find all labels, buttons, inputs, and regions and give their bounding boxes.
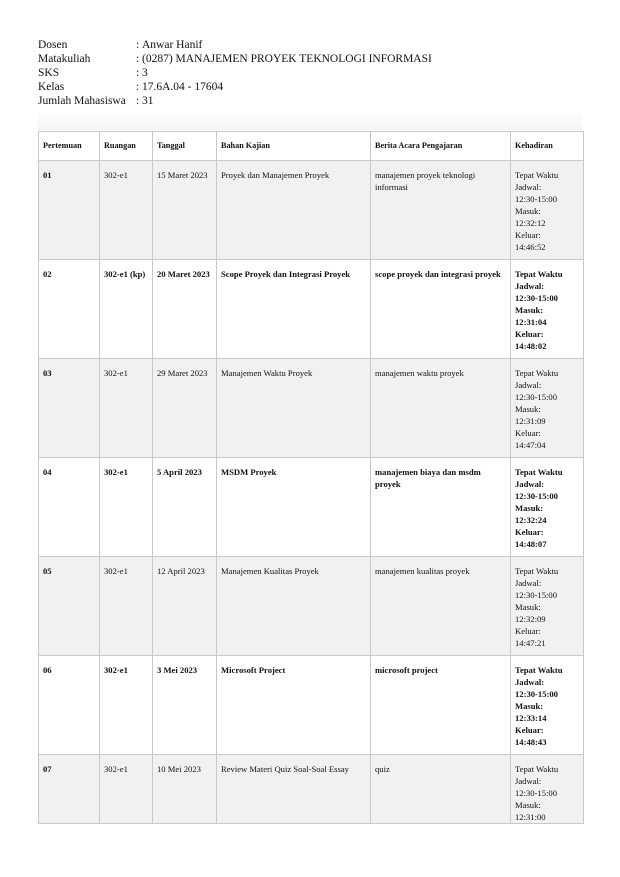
cell-kehadiran bbox=[511, 359, 584, 458]
cell-bahan-kajian: MSDM Proyek bbox=[217, 458, 371, 557]
header-divider bbox=[38, 112, 582, 130]
cell-kehadiran bbox=[511, 656, 584, 755]
cell-bahan-kajian: Scope Proyek dan Integrasi Proyek bbox=[217, 260, 371, 359]
cell-tanggal: 20 Maret 2023 bbox=[153, 260, 217, 359]
info-row-dosen: Dosen : Anwar Hanif bbox=[38, 39, 203, 51]
info-row-sks: SKS : 3 bbox=[38, 67, 148, 79]
info-value-sks: 3 bbox=[142, 67, 148, 79]
cell-bahan-kajian: Review Materi Quiz Soal-Soal Essay bbox=[217, 755, 371, 824]
cell-berita-acara: manajemen waktu proyek bbox=[371, 359, 511, 458]
schedule-label: Jadwal: bbox=[515, 380, 542, 390]
table-row bbox=[39, 359, 584, 458]
column-header: Pertemuan bbox=[39, 132, 100, 161]
check-in-label: Masuk: bbox=[515, 404, 541, 414]
cell-berita-acara: manajemen biaya dan msdm proyek bbox=[371, 458, 511, 557]
schedule-time: 12:30-15:00 bbox=[515, 293, 558, 303]
column-header: Tanggal bbox=[153, 132, 217, 161]
check-out-label: Keluar: bbox=[515, 725, 544, 735]
check-in-time: 12:31:00 bbox=[515, 812, 546, 822]
cell-kehadiran bbox=[511, 161, 584, 260]
check-out-time: 14:47:04 bbox=[515, 440, 546, 450]
check-out-label: Keluar: bbox=[515, 329, 544, 339]
check-in-label: Masuk: bbox=[515, 800, 541, 810]
table-row bbox=[39, 161, 584, 260]
check-out-time: 14:47:21 bbox=[515, 638, 546, 648]
info-value-dosen: Anwar Hanif bbox=[142, 39, 203, 51]
schedule-time: 12:30-15:00 bbox=[515, 689, 558, 699]
check-in-label: Masuk: bbox=[515, 701, 544, 711]
cell-berita-acara: quiz bbox=[371, 755, 511, 824]
check-out-label: Keluar: bbox=[515, 626, 541, 636]
cell-bahan-kajian: Manajemen Kualitas Proyek bbox=[217, 557, 371, 656]
check-in-label: Masuk: bbox=[515, 305, 544, 315]
schedule-time: 12:30-15:00 bbox=[515, 788, 558, 798]
cell-tanggal: 12 April 2023 bbox=[153, 557, 217, 656]
schedule-label: Jadwal: bbox=[515, 776, 542, 786]
attendance-status: Tepat Waktu bbox=[515, 764, 559, 774]
check-in-time: 12:32:09 bbox=[515, 614, 546, 624]
attendance-status: Tepat Waktu bbox=[515, 368, 559, 378]
cell-pertemuan: 03 bbox=[39, 359, 100, 458]
cell-berita-acara: manajemen kualitas proyek bbox=[371, 557, 511, 656]
cell-pertemuan: 04 bbox=[39, 458, 100, 557]
cell-kehadiran bbox=[511, 557, 584, 656]
schedule-label: Jadwal: bbox=[515, 281, 545, 291]
schedule-time: 12:30-15:00 bbox=[515, 392, 558, 402]
schedule-time: 12:30-15:00 bbox=[515, 194, 558, 204]
info-label: Jumlah Mahasiswa bbox=[38, 95, 126, 107]
info-label: Dosen bbox=[38, 39, 68, 51]
cell-pertemuan: 05 bbox=[39, 557, 100, 656]
check-out-time: 14:48:43 bbox=[515, 737, 547, 747]
info-label: Matakuliah bbox=[38, 53, 91, 65]
table-header-row bbox=[39, 132, 584, 161]
info-value-matakuliah: (0287) MANAJEMEN PROYEK TEKNOLOGI INFORMASI bbox=[142, 53, 432, 65]
cell-ruangan: 302-e1 (kp) bbox=[100, 260, 153, 359]
column-header: Ruangan bbox=[100, 132, 153, 161]
attendance-status: Tepat Waktu bbox=[515, 566, 559, 576]
check-out-label: Keluar: bbox=[515, 527, 544, 537]
info-value-jumlah-mahasiswa: 31 bbox=[142, 95, 154, 107]
cell-berita-acara: scope proyek dan integrasi proyek bbox=[371, 260, 511, 359]
check-out-label: Keluar: bbox=[515, 428, 541, 438]
schedule-label: Jadwal: bbox=[515, 479, 545, 489]
check-in-label: Masuk: bbox=[515, 602, 541, 612]
cell-tanggal: 5 April 2023 bbox=[153, 458, 217, 557]
check-in-time: 12:33:14 bbox=[515, 713, 547, 723]
cell-ruangan: 302-e1 bbox=[100, 458, 153, 557]
cell-tanggal: 29 Maret 2023 bbox=[153, 359, 217, 458]
cell-berita-acara: microsoft project bbox=[371, 656, 511, 755]
table-row bbox=[39, 557, 584, 656]
info-row-kelas: Kelas : 17.6A.04 - 17604 bbox=[38, 81, 224, 93]
table-row bbox=[39, 656, 584, 755]
course-info-header bbox=[38, 38, 432, 108]
cell-tanggal: 15 Maret 2023 bbox=[153, 161, 217, 260]
check-out-time: 14:48:07 bbox=[515, 539, 547, 549]
cell-bahan-kajian: Microsoft Project bbox=[217, 656, 371, 755]
schedule-label: Jadwal: bbox=[515, 578, 542, 588]
column-header: Kehadiran bbox=[511, 132, 584, 161]
column-header: Bahan Kajian bbox=[217, 132, 371, 161]
info-row-jumlah-mahasiswa: Jumlah Mahasiswa : 31 bbox=[38, 95, 154, 107]
attendance-status: Tepat Waktu bbox=[515, 269, 563, 279]
cell-pertemuan: 02 bbox=[39, 260, 100, 359]
schedule-time: 12:30-15:00 bbox=[515, 491, 558, 501]
cell-ruangan: 302-e1 bbox=[100, 557, 153, 656]
attendance-status: Tepat Waktu bbox=[515, 170, 559, 180]
info-value-kelas: 17.6A.04 - 17604 bbox=[142, 81, 224, 93]
attendance-status: Tepat Waktu bbox=[515, 665, 563, 675]
schedule-label: Jadwal: bbox=[515, 677, 545, 687]
check-in-time: 12:32:24 bbox=[515, 515, 547, 525]
check-out-time: 14:48:02 bbox=[515, 341, 547, 351]
cell-tanggal: 3 Mei 2023 bbox=[153, 656, 217, 755]
attendance-status: Tepat Waktu bbox=[515, 467, 563, 477]
cell-pertemuan: 06 bbox=[39, 656, 100, 755]
cell-kehadiran bbox=[511, 260, 584, 359]
schedule-time: 12:30-15:00 bbox=[515, 590, 558, 600]
check-out-label: Keluar: bbox=[515, 230, 541, 240]
info-row-matakuliah: Matakuliah : (0287) MANAJEMEN PROYEK TEKNOLOGI INFORMASI bbox=[38, 53, 432, 65]
check-in-time: 12:31:09 bbox=[515, 416, 546, 426]
attendance-table bbox=[38, 131, 584, 824]
cell-ruangan: 302-e1 bbox=[100, 656, 153, 755]
check-in-time: 12:31:04 bbox=[515, 317, 547, 327]
cell-pertemuan: 01 bbox=[39, 161, 100, 260]
info-label: SKS bbox=[38, 67, 60, 79]
cell-berita-acara: manajemen proyek teknologi informasi bbox=[371, 161, 511, 260]
table-row bbox=[39, 260, 584, 359]
cell-kehadiran bbox=[511, 755, 584, 824]
info-label: Kelas bbox=[38, 81, 65, 93]
cell-ruangan: 302-e1 bbox=[100, 359, 153, 458]
cell-ruangan: 302-e1 bbox=[100, 161, 153, 260]
check-in-label: Masuk: bbox=[515, 206, 541, 216]
check-in-label: Masuk: bbox=[515, 503, 544, 513]
table-row bbox=[39, 458, 584, 557]
table-row bbox=[39, 755, 584, 824]
column-header: Berita Acara Pengajaran bbox=[371, 132, 511, 161]
cell-bahan-kajian: Manajemen Waktu Proyek bbox=[217, 359, 371, 458]
cell-ruangan: 302-e1 bbox=[100, 755, 153, 824]
schedule-label: Jadwal: bbox=[515, 182, 542, 192]
cell-pertemuan: 07 bbox=[39, 755, 100, 824]
check-out-time: 14:46:52 bbox=[515, 242, 546, 252]
cell-kehadiran bbox=[511, 458, 584, 557]
cell-tanggal: 10 Mei 2023 bbox=[153, 755, 217, 824]
check-in-time: 12:32:12 bbox=[515, 218, 546, 228]
cell-bahan-kajian: Proyek dan Manajemen Proyek bbox=[217, 161, 371, 260]
